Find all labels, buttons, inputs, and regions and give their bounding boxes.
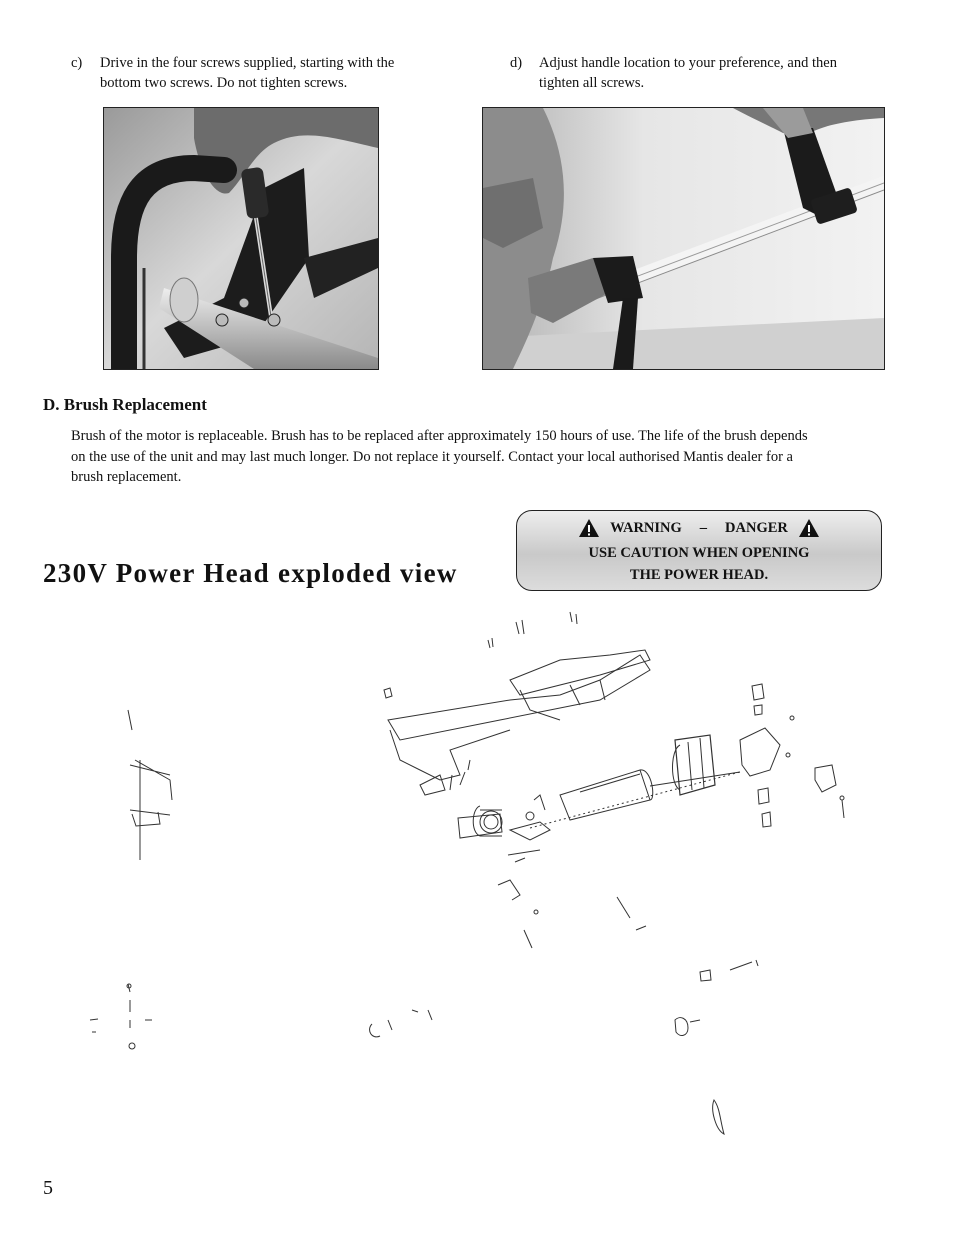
danger-word: DANGER bbox=[725, 519, 788, 536]
step-c bbox=[71, 53, 451, 95]
page-number: 5 bbox=[43, 1177, 53, 1199]
warning-dash: – bbox=[699, 519, 708, 536]
warning-line1: USE CAUTION WHEN OPENING bbox=[588, 545, 810, 561]
section-body-line2: on the use of the unit and may last much longer. Do not replace it yourself. Contact your local authorised Mantis dealer for a bbox=[71, 448, 793, 465]
step-c-text-line1: Drive in the four screws supplied, starting with the bbox=[100, 55, 395, 71]
warning-box bbox=[516, 510, 882, 591]
section-body bbox=[71, 426, 881, 488]
step-d-text-line2: tighten all screws. bbox=[539, 75, 645, 91]
exploded-view-title: 230V Power Head exploded view bbox=[43, 558, 458, 588]
section-body-line3: brush replacement. bbox=[71, 469, 182, 485]
warning-word: WARNING bbox=[610, 519, 682, 536]
step-d bbox=[510, 53, 890, 95]
section-body-line1: Brush of the motor is replaceable. Brush has to be replaced after approximately 150 hours of use. The life of the brush depends bbox=[71, 428, 808, 444]
step-c-label: c) bbox=[71, 55, 83, 71]
section-heading: D. Brush Replacement bbox=[43, 395, 207, 414]
warning-triangle-icon bbox=[578, 518, 600, 538]
warning-triangle-icon bbox=[798, 518, 820, 538]
photo-screwdriver-handle bbox=[103, 107, 379, 370]
step-d-text-line1: Adjust handle location to your preference, and then bbox=[539, 55, 837, 71]
step-c-text-line2: bottom two screws. Do not tighten screws. bbox=[100, 75, 348, 91]
step-d-label: d) bbox=[510, 55, 523, 71]
warning-line2: THE POWER HEAD. bbox=[629, 567, 769, 583]
photo-adjust-handle bbox=[482, 107, 885, 370]
exploded-view-diagram bbox=[40, 600, 900, 1160]
